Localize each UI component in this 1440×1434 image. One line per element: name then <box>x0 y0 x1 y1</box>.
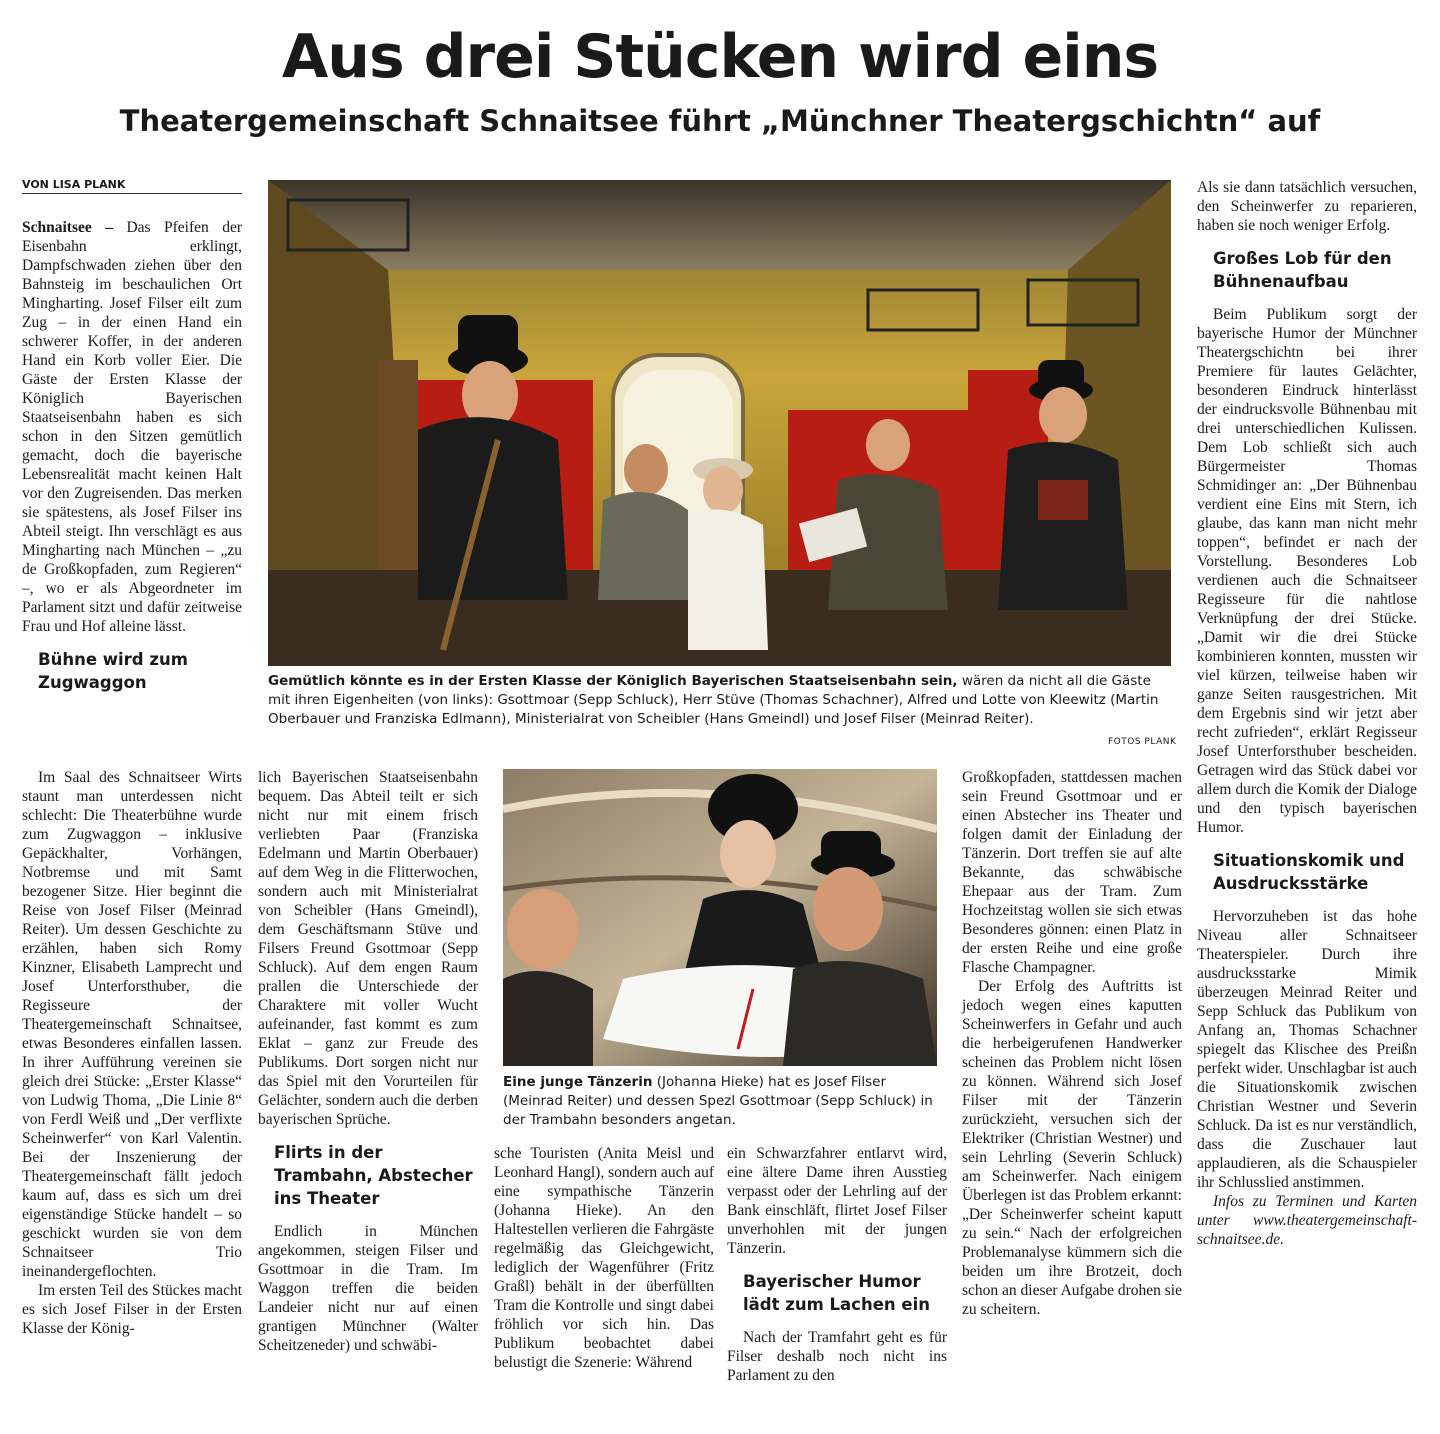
col1b-paragraph-2: Im ersten Teil des Stückes macht es sich Josef Filser in der Ersten Klasse der König- <box>22 1282 242 1337</box>
col1b-paragraph-1: Im Saal des Schnaitseer Wirts staunt man unterdessen nicht schlecht: Die Theaterbühne wurde zum Zugwaggon – inklusive Gepäckhalter, Vorhängen, Notbremse und mit Samt bezogener Sitze. Hier beginnt die Reise von Josef Filser (Meinrad Reiter). Um dessen Geschichte zu erzählen, haben sich Romy Kinzner, Elisabeth Lamprecht und Josef Unterforsthuber, die Regisseure der Theatergemeinschaft Schnaitsee, etwas Besonderes einfallen lassen. In ihrer Aufführung vereinen sie gleich drei Stücke: „Erster Klasse“ von Ludwig Thoma, „Die Linie 8“ von Ferdl Weiß und „Der verflixte Scheinwerfer“ von Karl Valentin. Bei der Inszenierung der Theatergemeinschaft fällt jedoch kaum auf, dass es sich um drei eigenständige Stücke handelt – so geschickt wurden sie von dem Schnaitseer Trio ineinandergeflochten. <box>22 769 242 1280</box>
column-6 <box>1197 178 1417 1249</box>
col5-paragraph-1: Großkopfaden, stattdessen machen sein Freund Gsottmoar und er einen Abstecher ins Theater und folgen damit der Einladung der Tänzerin. Dort treffen sie auf alte Bekannte, das schwäbische Ehepaar aus der Tram. Zum Hochzeitstag wollen sie sich etwas Besonderes gönnen: einen Platz in der ersten Reihe und eine große Flasche Champagner. <box>962 769 1182 976</box>
col2-paragraph-2: Endlich in München angekommen, steigen Filser und Gsottmoar in die Tram. Im Waggon treffen die beiden Landeier nicht nur auf einen grantigen Münchner (Walter Scheitzeneder) und schwäbi- <box>258 1223 478 1354</box>
photo-credit: FOTOS PLANK <box>1108 737 1177 747</box>
col2-paragraph-1: lich Bayerischen Staatseisenbahn bequem. Das Abteil teilt er sich nicht nur mit einem frisch verliebten Paar (Franziska Edelmann und Martin Oberbauer) auf dem Weg in die Flitterwochen, sondern auch mit Ministerialrat von Scheibler (Hans Gmeindl), dem Geschäftsmann Stüve und Filsers Freund Gsottmoar (Sepp Schluck). Auf dem engen Raum prallen die Unterschiede der Charaktere mit voller Wucht aufeinander, fast kommt es zum Eklat – ganz zur Freude des Publikums. Dort sorgen nicht nur das Spiel mit den Vorurteilen für Gelächter, sondern auch die derben bayerischen Sprüche. <box>258 769 478 1128</box>
photo-train-compartment <box>268 180 1171 666</box>
dateline: Schnaitsee – <box>22 219 113 236</box>
col6-paragraph-1: Als sie dann tatsächlich versuchen, den Scheinwerfer zu reparieren, haben sie noch weniger Erfolg. <box>1197 179 1417 234</box>
byline: VON LISA PLANK <box>22 178 242 194</box>
photo-dancer <box>503 769 937 1066</box>
caption-2-text: (Johanna Hieke) hat es Josef Filser (Meinrad Reiter) und dessen Spezl Gsottmoar (Sepp Schluck) in der Trambahn besonders angetan. <box>503 1074 933 1128</box>
lead-paragraph <box>22 218 242 636</box>
column-3 <box>494 1144 714 1372</box>
subheading-lob: Großes Lob für den Bühnenaufbau <box>1213 249 1392 291</box>
caption-2-bold: Eine junge Tänzerin <box>503 1074 653 1090</box>
subheading-situationskomik: Situationskomik und Ausdrucksstärke <box>1213 851 1405 893</box>
subheading-buehne: Bühne wird zum Zugwaggon <box>38 650 188 692</box>
photo-caption-1 <box>268 672 1171 729</box>
subheading-flirts: Flirts in der Trambahn, Abstecher ins Theater <box>274 1143 473 1208</box>
col3-paragraph-1: sche Touristen (Anita Meisl und Leonhard Hangl), sondern auch auf eine sympathische Tänzerin (Johanna Hieke). An den Haltestellen verlieren die Fahrgäste regelmäßig das Gleichgewicht, lediglich der Wagenführer (Fritz Graßl) behält in der überfüllten Tram die Kontrolle und singt dabei fröhlich vor sich hin. Das Publikum beobachtet dabei belustigt die Szenerie: Während <box>494 1145 714 1371</box>
subheadline: Theatergemeinschaft Schnaitsee führt „Münchner Theatergschichtn“ auf <box>119 104 1321 138</box>
caption-1-text: wären da nicht all die Gäste mit ihren Eigenheiten (von links): Gsottmoar (Sepp Schluck), Herr Stüve (Thomas Schachner), Alfred und Lotte von Kleewitz (Martin Oberbauer und Franziska Edlmann), Ministerialrat von Scheibler (Hans Gmeindl) und Josef Filser (Meinrad Reiter). <box>268 673 1159 727</box>
column-1-top <box>22 218 242 706</box>
info-line: Infos zu Terminen und Karten unter www.theatergemeinschaft-schnaitsee.de. <box>1197 1193 1417 1248</box>
photo-train-illustration <box>268 180 1171 666</box>
col5-paragraph-2: Der Erfolg des Auftritts ist jedoch wegen eines kaputten Scheinwerfers in Gefahr und auch die herbeigerufenen Handwerker scheinen das Problem nicht lösen zu können. Während sich Josef Filser mit der Tänzerin zurückzieht, versuchen sich der Elektriker (Christian Westner) und sein Lehrling (Severin Schluck) am Scheinwerfer. Nach einigem Überlegen ist das Problem erkannt: „Der Scheinwerfer scheint kaputt zu sein.“ Nach der erfolgreichen Problemanalyse kümmern sich die beiden um ihre Brotzeit, doch schon an dieser Aufgabe drohen sie zu scheitern. <box>962 978 1182 1318</box>
col4-paragraph-2: Nach der Tramfahrt geht es für Filser deshalb noch nicht ins Parlament zu den <box>727 1329 947 1384</box>
photo-caption-2 <box>503 1073 937 1130</box>
headline: Aus drei Stücken wird eins <box>281 22 1159 92</box>
photo-dancer-illustration <box>503 769 937 1066</box>
col6-paragraph-2: Beim Publikum sorgt der bayerische Humor der Münchner Theatergschichtn bei ihrer Premiere für lautes Gelächter, besonderen Eindruck hinterlässt der eindrucksvolle Bühnenbau mit drei unterschiedlichen Kulissen. Dem Lob schließt sich auch Bürgermeister Thomas Schmidinger an: „Der Bühnenbau verdient eine Eins mit Stern, ich glaube, das kann man nicht mehr toppen“, befindet er nach der Vorstellung. Besonderes Lob verdienen auch die Schnaitseer Regisseure für die nahtlose Verknüpfung der drei Stücke. „Damit wir die drei Stücke kombinieren konnten, mussten wir viel kürzen, teilweise haben wir ganze Seiten rausgestrichen. Mit dem Ergebnis sind wir jetzt aber recht zufrieden“, erklärt Regisseur Josef Unterforsthuber bescheiden. Getragen wird das Stück dabei vor allem durch die Komik der Dialoge und den typisch bayerischen Humor. <box>1197 306 1417 836</box>
subheading-humor: Bayerischer Humor lädt zum Lachen ein <box>743 1272 930 1314</box>
column-4 <box>727 1144 947 1385</box>
column-5 <box>962 768 1182 1319</box>
lead-text: Das Pfeifen der Eisenbahn erklingt, Dampfschwaden ziehen über den Bahnsteig im beschaulichen Ort Mingharting. Josef Filser eilt zum Zug – in der einen Hand ein schwerer Koffer, in der anderen Hand ein Korb voller Eier. Die Gäste der Ersten Klasse der Königlich Bayerischen Staatseisenbahn haben es sich schon in den Sitzen gemütlich gemacht, doch die bayerische Lebensrealität macht keinen Halt vor den Zugreisenden. Das merken sie spätestens, als Josef Filser ins Abteil steigt. Ihn verschlägt es aus Mingharting nach München – „zu de Großkopfaden, zum Regieren“ –, wo er als Abgeordneter im Parlament sitzt und dafür zeitweise Frau und Hof alleine lässt. <box>22 219 243 635</box>
col4-paragraph-1: ein Schwarzfahrer entlarvt wird, eine ältere Dame ihren Ausstieg verpasst oder der Lehrling auf der Bank einschläft, flirtet Josef Filser unverhohlen mit der jungen Tänzerin. <box>727 1145 947 1257</box>
column-1-bottom <box>22 768 242 1338</box>
column-2 <box>258 768 478 1355</box>
caption-1-bold: Gemütlich könnte es in der Ersten Klasse der Königlich Bayerischen Staatseisenbahn sein, <box>268 673 958 689</box>
col6-paragraph-3: Hervorzuheben ist das hohe Niveau aller Schnaitseer Theaterspieler. Durch ihre ausdrucksstarke Mimik überzeugen Meinrad Reiter und Sepp Schluck das Publikum von Anfang an, Thomas Schachner spiegelt das Klischee des Preißn perfekt wider. Unschlagbar ist auch die Situationskomik zwischen Christian Westner und Severin Schluck. Da ist es nur verständlich, dass die Zuschauer laut applaudieren, als die Schauspieler ihr Schlusslied anstimmen. <box>1197 908 1417 1191</box>
